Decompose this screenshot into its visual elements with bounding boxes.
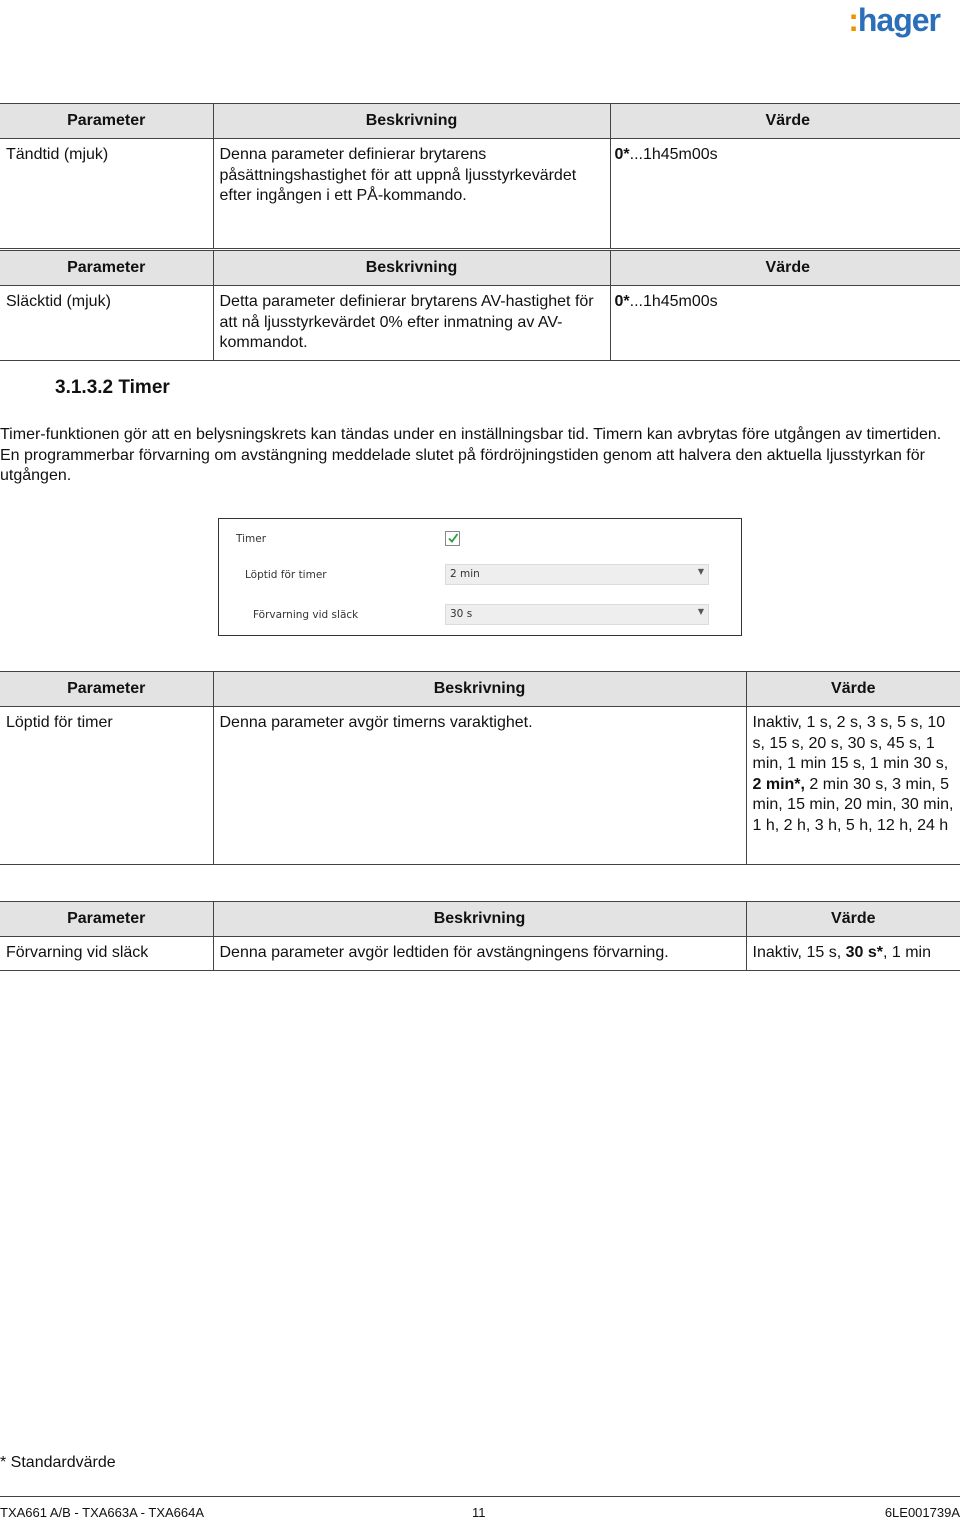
hager-logo: :hager <box>848 2 940 38</box>
header-value: Värde <box>746 672 960 707</box>
description-cell: Denna parameter avgör timerns varaktighet. <box>213 707 746 865</box>
duration-label: Löptid för timer <box>245 569 327 581</box>
header-parameter: Parameter <box>0 672 213 707</box>
header-description: Beskrivning <box>213 251 610 286</box>
page-footer <box>0 1496 960 1519</box>
warning-label: Förvarning vid släck <box>253 609 359 621</box>
header-description: Beskrivning <box>213 672 746 707</box>
description-cell: Denna parameter avgör ledtiden för avstängningens förvarning. <box>213 937 746 971</box>
timer-label: Timer <box>236 533 267 545</box>
parameter-cell: Tändtid (mjuk) <box>0 139 213 249</box>
duration-value: 2 min <box>450 568 480 580</box>
dropdown-arrow-icon: ▼ <box>697 567 704 576</box>
warning-value: 30 s <box>450 608 473 620</box>
header-parameter: Parameter <box>0 251 213 286</box>
parameter-cell: Släcktid (mjuk) <box>0 286 213 361</box>
header-parameter: Parameter <box>0 104 213 139</box>
header-description: Beskrivning <box>213 902 746 937</box>
timer-checkbox[interactable] <box>445 531 460 546</box>
header-parameter: Parameter <box>0 902 213 937</box>
timer-settings-panel <box>218 518 742 636</box>
description-cell: Detta parameter definierar brytarens AV-hastighet för att nå ljusstyrkevärdet 0% efter inmatning av AV-kommandot. <box>213 286 610 361</box>
document-code: 6LE001739A <box>884 1505 960 1520</box>
value-cell: Inaktiv, 1 s, 2 s, 3 s, 5 s, 10 s, 15 s, 20 s, 30 s, 45 s, 1 min, 1 min 15 s, 1 min 30 s, 2 min*, 2 min 30 s, 3 min, 5 min, 15 min, 20 min, 30 min, 1 h, 2 h, 3 h, 5 h, 12 h, 24 h <box>746 707 960 865</box>
value-cell: Inaktiv, 15 s, 30 s*, 1 min <box>746 937 960 971</box>
parameter-cell: Löptid för timer <box>0 707 213 865</box>
value-cell: 0*...1h45m00s <box>610 139 960 249</box>
footer-product-codes: TXA661 A/B - TXA663A - TXA664A <box>0 1505 205 1520</box>
header-value: Värde <box>610 104 960 139</box>
parameter-cell: Förvarning vid släck <box>0 937 213 971</box>
header-value: Värde <box>610 251 960 286</box>
description-cell: Denna parameter definierar brytarens påsättningshastighet för att uppnå ljusstyrkevärdet efter ingången i ett PÅ-kommando. <box>213 139 610 249</box>
parameter-table-forvarning <box>0 901 960 971</box>
checkbox-checked-icon <box>447 532 459 544</box>
parameter-table-slacktid <box>0 250 960 361</box>
page-number: 11 <box>472 1505 486 1520</box>
footnote: * Standardvärde <box>0 1454 116 1471</box>
dropdown-arrow-icon: ▼ <box>697 607 704 616</box>
warning-select[interactable] <box>445 604 709 625</box>
value-cell: 0*...1h45m00s <box>610 286 960 361</box>
duration-select[interactable] <box>445 564 709 585</box>
section-paragraph: Timer-funktionen gör att en belysningskrets kan tändas under en inställningsbar tid. Timern kan avbrytas före utgången av timertiden. En programmerbar förvarning om avstängning meddelade slutet på fördröjningstiden genom att halvera den aktuella ljusstyrkan för utgången. <box>0 426 942 484</box>
header-value: Värde <box>746 902 960 937</box>
parameter-table-loptid <box>0 671 960 865</box>
section-heading: 3.1.3.2 Timer <box>55 377 170 398</box>
header-description: Beskrivning <box>213 104 610 139</box>
parameter-table-tandtid <box>0 103 960 249</box>
